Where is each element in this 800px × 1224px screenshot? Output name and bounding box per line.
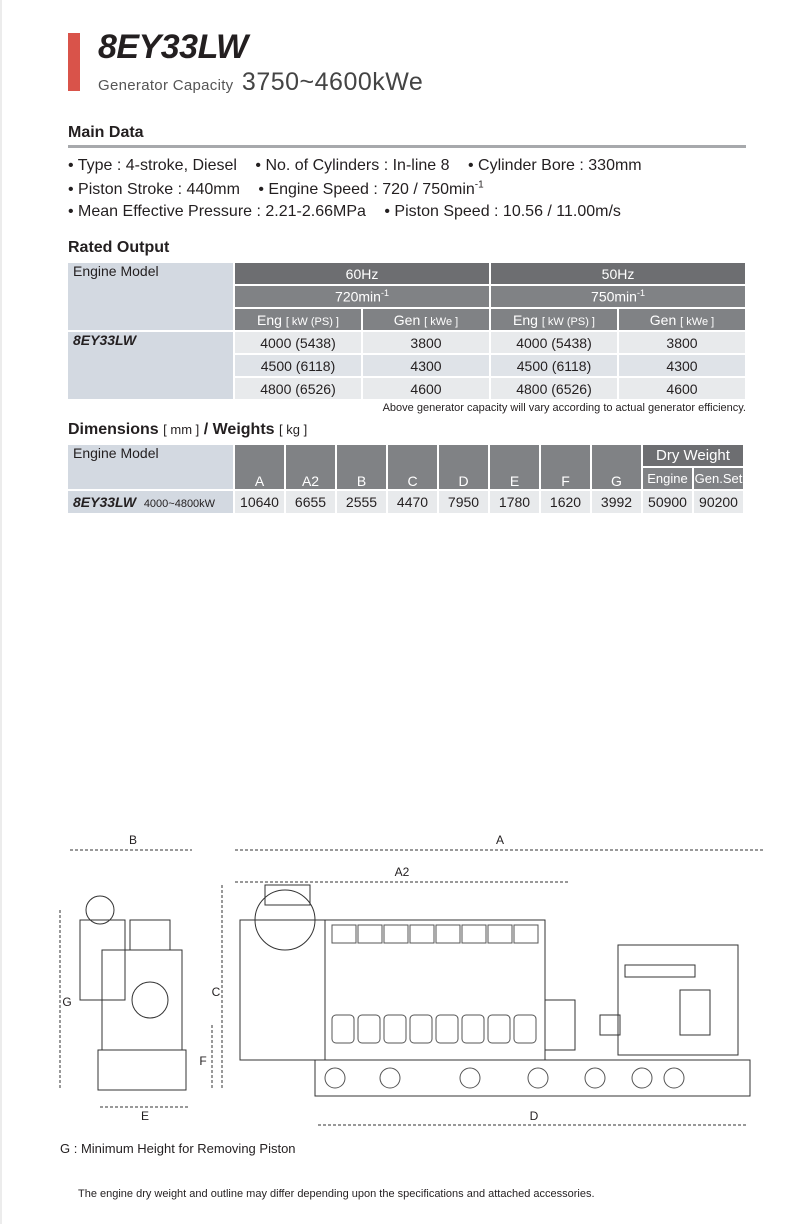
rated-output-table: [66, 261, 747, 401]
dimensions-heading: [68, 421, 307, 439]
rated-cell: 4000 (5438): [491, 332, 617, 353]
main-data-rule: [68, 145, 746, 148]
rated-cell: 4600: [619, 378, 745, 399]
dim-col-b: B: [337, 445, 386, 489]
dimensions-sep: /: [203, 421, 209, 438]
rated-cell: 3800: [619, 332, 745, 353]
side-generator-box: [680, 990, 710, 1035]
front-head: [130, 920, 170, 950]
side-front-end: [240, 920, 325, 1060]
weights-unit: [ kg ]: [279, 422, 308, 437]
dim-value: 1620: [541, 491, 590, 513]
col-gen-60: [363, 309, 489, 330]
side-generator-plate: [625, 965, 695, 977]
rated-model-name: 8EY33LW: [68, 332, 233, 399]
speed-750-sup: -1: [636, 288, 645, 299]
dim-value: 50900: [643, 491, 692, 513]
col-gen-label: Gen: [649, 311, 677, 328]
spec-line-2: [68, 180, 498, 199]
spec-speed-sup: -1: [474, 180, 484, 191]
col-gen-unit: [ kWe ]: [680, 315, 715, 328]
dimensions-table: [66, 443, 745, 515]
drawing-label-e: E: [140, 1109, 150, 1123]
rated-cell: 4500 (6118): [491, 355, 617, 376]
rated-output-heading: Rated Output: [68, 239, 170, 256]
spec-type: • Type : 4-stroke, Diesel: [68, 157, 237, 174]
dim-col-a: A: [235, 445, 284, 489]
speed-750: [491, 286, 745, 307]
dim-value: 4470: [388, 491, 437, 513]
drawing-label-g: G: [62, 995, 72, 1009]
engine-outline-drawing: [0, 820, 800, 1140]
weights-title: Weights: [212, 421, 275, 438]
dim-col-f: F: [541, 445, 590, 489]
dimensions-unit: [ mm ]: [163, 422, 200, 437]
dimensions-title: Dimensions: [68, 421, 159, 438]
front-base: [98, 1050, 186, 1090]
side-coupling: [545, 1000, 575, 1050]
spec-line-1: [68, 157, 656, 175]
spec-speed-text: • Engine Speed : 720 / 750min: [258, 181, 475, 199]
side-shaft: [600, 1015, 620, 1035]
rated-cell: 4800 (6526): [235, 378, 361, 399]
rated-cell: 3800: [363, 332, 489, 353]
footnote: The engine dry weight and outline may differ depending upon the specifications and attached accessories.: [78, 1188, 595, 1200]
drawing-label-a2: A2: [394, 865, 410, 879]
col-eng-60: [235, 309, 361, 330]
dim-value: 2555: [337, 491, 386, 513]
rated-cell: 4000 (5438): [235, 332, 361, 353]
accent-bar: [68, 33, 80, 91]
dim-value: 90200: [694, 491, 743, 513]
col-gen-50: [619, 309, 745, 330]
freq-60hz: 60Hz: [235, 263, 489, 284]
side-turbo-outlet: [265, 885, 310, 905]
spec-line-3: [68, 203, 635, 221]
drawing-label-d: D: [529, 1109, 539, 1123]
drawing-label-c: C: [211, 985, 221, 999]
spec-piston-speed: • Piston Speed : 10.56 / 11.00m/s: [384, 203, 621, 220]
dim-model-cell: [68, 491, 233, 513]
drawing-caption: G : Minimum Height for Removing Piston: [60, 1141, 296, 1156]
main-data-heading: Main Data: [68, 124, 144, 141]
dim-model-range: 4000~4800kW: [143, 498, 216, 510]
dim-col-d: D: [439, 445, 488, 489]
col-gen-label: Gen: [393, 311, 421, 328]
weight-col-engine: Engine: [643, 468, 692, 489]
speed-720-text: 720min: [335, 288, 381, 305]
spec-mep: • Mean Effective Pressure : 2.21-2.66MPa: [68, 203, 366, 220]
col-eng-50: [491, 309, 617, 330]
dim-value: 10640: [235, 491, 284, 513]
dry-weight-header: Dry Weight: [643, 445, 743, 466]
rated-model-header: Engine Model: [68, 263, 233, 330]
spec-speed: [258, 181, 483, 198]
speed-720-sup: -1: [380, 288, 389, 299]
dim-model-name: 8EY33LW: [73, 494, 137, 510]
rated-cell: 4300: [363, 355, 489, 376]
capacity-line: [98, 68, 423, 97]
rated-cell: 4300: [619, 355, 745, 376]
side-generator: [618, 945, 738, 1055]
col-eng-unit: [ kW (PS) ]: [541, 315, 595, 328]
page-title: 8EY33LW: [98, 28, 248, 66]
spec-cylinders: • No. of Cylinders : In-line 8: [255, 157, 450, 174]
drawing-label-a: A: [495, 833, 505, 847]
dim-col-a2: A2: [286, 445, 335, 489]
dim-col-c: C: [388, 445, 437, 489]
rated-cell: 4600: [363, 378, 489, 399]
capacity-note: Above generator capacity will vary according to actual generator efficiency.: [382, 402, 746, 414]
spec-stroke: • Piston Stroke : 440mm: [68, 181, 240, 199]
dim-value: 7950: [439, 491, 488, 513]
dim-value: 3992: [592, 491, 641, 513]
col-eng-label: Eng: [513, 311, 538, 328]
front-flywheel: [132, 982, 168, 1018]
drawing-label-b: B: [128, 833, 138, 847]
capacity-value: 3750~4600kWe: [241, 68, 424, 96]
dim-model-header: Engine Model: [68, 445, 233, 489]
col-eng-label: Eng: [257, 311, 282, 328]
dim-value: 1780: [490, 491, 539, 513]
speed-720: [235, 286, 489, 307]
freq-50hz: 50Hz: [491, 263, 745, 284]
dim-value: 6655: [286, 491, 335, 513]
drawing-label-f: F: [199, 1054, 207, 1068]
dim-col-g: G: [592, 445, 641, 489]
rated-cell: 4500 (6118): [235, 355, 361, 376]
rated-cell: 4800 (6526): [491, 378, 617, 399]
speed-750-text: 750min: [591, 288, 637, 305]
weight-col-genset: Gen.Set: [694, 468, 743, 489]
col-gen-unit: [ kWe ]: [424, 315, 459, 328]
capacity-label: Generator Capacity: [98, 77, 234, 94]
spec-bore: • Cylinder Bore : 330mm: [467, 157, 642, 174]
col-eng-unit: [ kW (PS) ]: [285, 315, 339, 328]
cylinder-heads: [325, 925, 684, 1088]
dim-col-e: E: [490, 445, 539, 489]
